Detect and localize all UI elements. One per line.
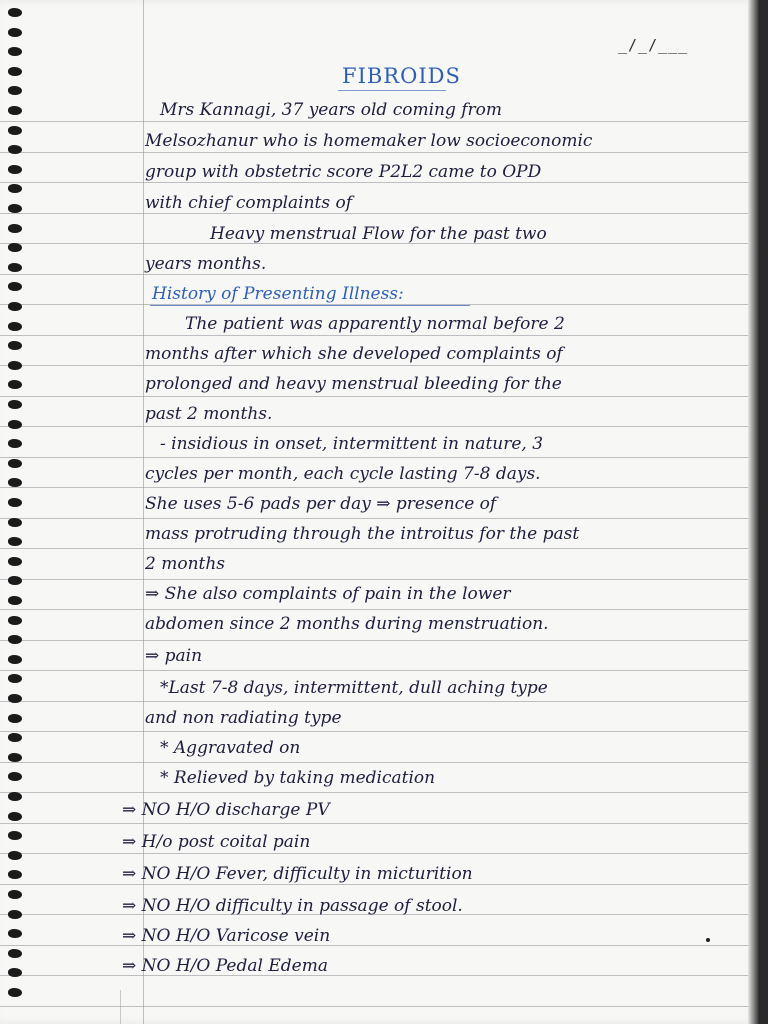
spiral-hole	[8, 557, 22, 566]
spiral-hole	[8, 459, 22, 468]
spiral-hole	[8, 47, 22, 56]
ruled-line	[0, 548, 748, 549]
history-item: ⇒ H/o post coital pain	[122, 832, 311, 852]
ruled-line	[0, 274, 748, 275]
spiral-hole	[8, 910, 22, 919]
intro-line: years months.	[145, 254, 267, 274]
date-field: _/_/___	[618, 36, 689, 54]
intro-line: with chief complaints of	[145, 193, 353, 213]
spiral-hole	[8, 243, 22, 252]
spiral-hole	[8, 753, 22, 762]
ruled-line	[0, 518, 748, 519]
spiral-hole	[8, 400, 22, 409]
spiral-hole	[8, 772, 22, 781]
ruled-line	[0, 1006, 748, 1007]
spiral-hole	[8, 635, 22, 644]
history-item: ⇒ NO H/O discharge PV	[122, 800, 330, 820]
ruled-line	[0, 701, 748, 702]
ruled-line	[0, 457, 748, 458]
hpi-line: months after which she developed complaints of	[145, 344, 563, 364]
hpi-line: * Aggravated on	[160, 738, 301, 758]
heading-underline	[150, 305, 470, 306]
hpi-line: and non radiating type	[145, 708, 342, 728]
spiral-hole	[8, 733, 22, 742]
spiral-hole	[8, 518, 22, 527]
spiral-hole	[8, 576, 22, 585]
hpi-line: ⇒ She also complaints of pain in the lower	[145, 584, 511, 604]
spiral-hole	[8, 282, 22, 291]
title-underline	[338, 90, 446, 91]
spiral-hole	[8, 498, 22, 507]
spiral-hole	[8, 28, 22, 37]
spiral-hole	[8, 596, 22, 605]
ruled-line	[0, 426, 748, 427]
spiral-hole	[8, 478, 22, 487]
hpi-line: mass protruding through the introitus for the past	[145, 524, 580, 544]
ruled-line	[0, 365, 748, 366]
section-heading: History of Presenting Illness:	[152, 284, 404, 304]
spiral-hole	[8, 184, 22, 193]
ruled-line	[0, 579, 748, 580]
spiral-hole	[8, 674, 22, 683]
ruled-line	[0, 945, 748, 946]
ruled-line	[0, 792, 748, 793]
page-title: FIBROIDS	[342, 64, 461, 88]
spiral-hole	[8, 67, 22, 76]
hpi-line: - insidious in onset, intermittent in nature, 3	[160, 434, 544, 454]
spiral-hole	[8, 145, 22, 154]
hpi-line: past 2 months.	[145, 404, 273, 424]
ruled-line	[0, 182, 748, 183]
spiral-hole	[8, 694, 22, 703]
spiral-hole	[8, 165, 22, 174]
spiral-hole	[8, 263, 22, 272]
spiral-hole	[8, 870, 22, 879]
ruled-line	[0, 884, 748, 885]
ruled-line	[0, 487, 748, 488]
spiral-hole	[8, 812, 22, 821]
ruled-line	[0, 823, 748, 824]
spiral-hole	[8, 341, 22, 350]
ruled-line	[0, 762, 748, 763]
history-item: ⇒ NO H/O difficulty in passage of stool.	[122, 896, 463, 916]
hpi-line: She uses 5-6 pads per day ⇒ presence of	[145, 494, 497, 514]
history-item: ⇒ NO H/O Fever, difficulty in micturition	[122, 864, 473, 884]
spiral-hole	[8, 831, 22, 840]
spiral-hole	[8, 439, 22, 448]
spiral-hole	[8, 8, 22, 17]
ruled-line	[0, 152, 748, 153]
ruled-line	[0, 213, 748, 214]
spiral-hole	[8, 302, 22, 311]
intro-line: Heavy menstrual Flow for the past two	[210, 224, 547, 244]
spiral-hole	[8, 655, 22, 664]
margin-line-lower	[120, 990, 121, 1024]
spiral-hole	[8, 890, 22, 899]
spiral-hole	[8, 988, 22, 997]
intro-line: group with obstetric score P2L2 came to OPD	[145, 162, 542, 182]
ruled-line	[0, 121, 748, 122]
spiral-hole	[8, 851, 22, 860]
spiral-hole	[8, 361, 22, 370]
hpi-line: * Relieved by taking medication	[160, 768, 436, 788]
spiral-hole	[8, 714, 22, 723]
intro-line: Mrs Kannagi, 37 years old coming from	[160, 100, 503, 120]
hpi-line: *Last 7-8 days, intermittent, dull aching type	[160, 678, 548, 698]
ruled-line	[0, 853, 748, 854]
spiral-holes	[0, 0, 30, 1024]
spiral-hole	[8, 204, 22, 213]
hpi-line: prolonged and heavy menstrual bleeding for the	[145, 374, 562, 394]
history-item: ⇒ NO H/O Varicose vein	[122, 926, 331, 946]
spiral-hole	[8, 949, 22, 958]
spiral-hole	[8, 420, 22, 429]
spiral-hole	[8, 537, 22, 546]
ruled-line	[0, 640, 748, 641]
ink-dot	[706, 938, 710, 942]
history-item: ⇒ NO H/O Pedal Edema	[122, 956, 328, 976]
hpi-line: The patient was apparently normal before 2	[185, 314, 565, 334]
spiral-hole	[8, 126, 22, 135]
ruled-line	[0, 670, 748, 671]
spiral-hole	[8, 929, 22, 938]
spiral-hole	[8, 224, 22, 233]
ruled-line	[0, 731, 748, 732]
ruled-line	[0, 335, 748, 336]
spiral-hole	[8, 792, 22, 801]
intro-line: Melsozhanur who is homemaker low socioeconomic	[145, 131, 593, 151]
hpi-line: ⇒ pain	[145, 646, 203, 666]
ruled-line	[0, 609, 748, 610]
hpi-line: 2 months	[145, 554, 226, 574]
spiral-hole	[8, 968, 22, 977]
hpi-line: cycles per month, each cycle lasting 7-8 days.	[145, 464, 541, 484]
page-edge	[748, 0, 760, 1024]
hpi-line: abdomen since 2 months during menstruation.	[145, 614, 549, 634]
spiral-hole	[8, 616, 22, 625]
spiral-hole	[8, 380, 22, 389]
spiral-hole	[8, 86, 22, 95]
ruled-line	[0, 396, 748, 397]
spiral-hole	[8, 322, 22, 331]
spiral-hole	[8, 106, 22, 115]
ruled-line	[0, 975, 748, 976]
